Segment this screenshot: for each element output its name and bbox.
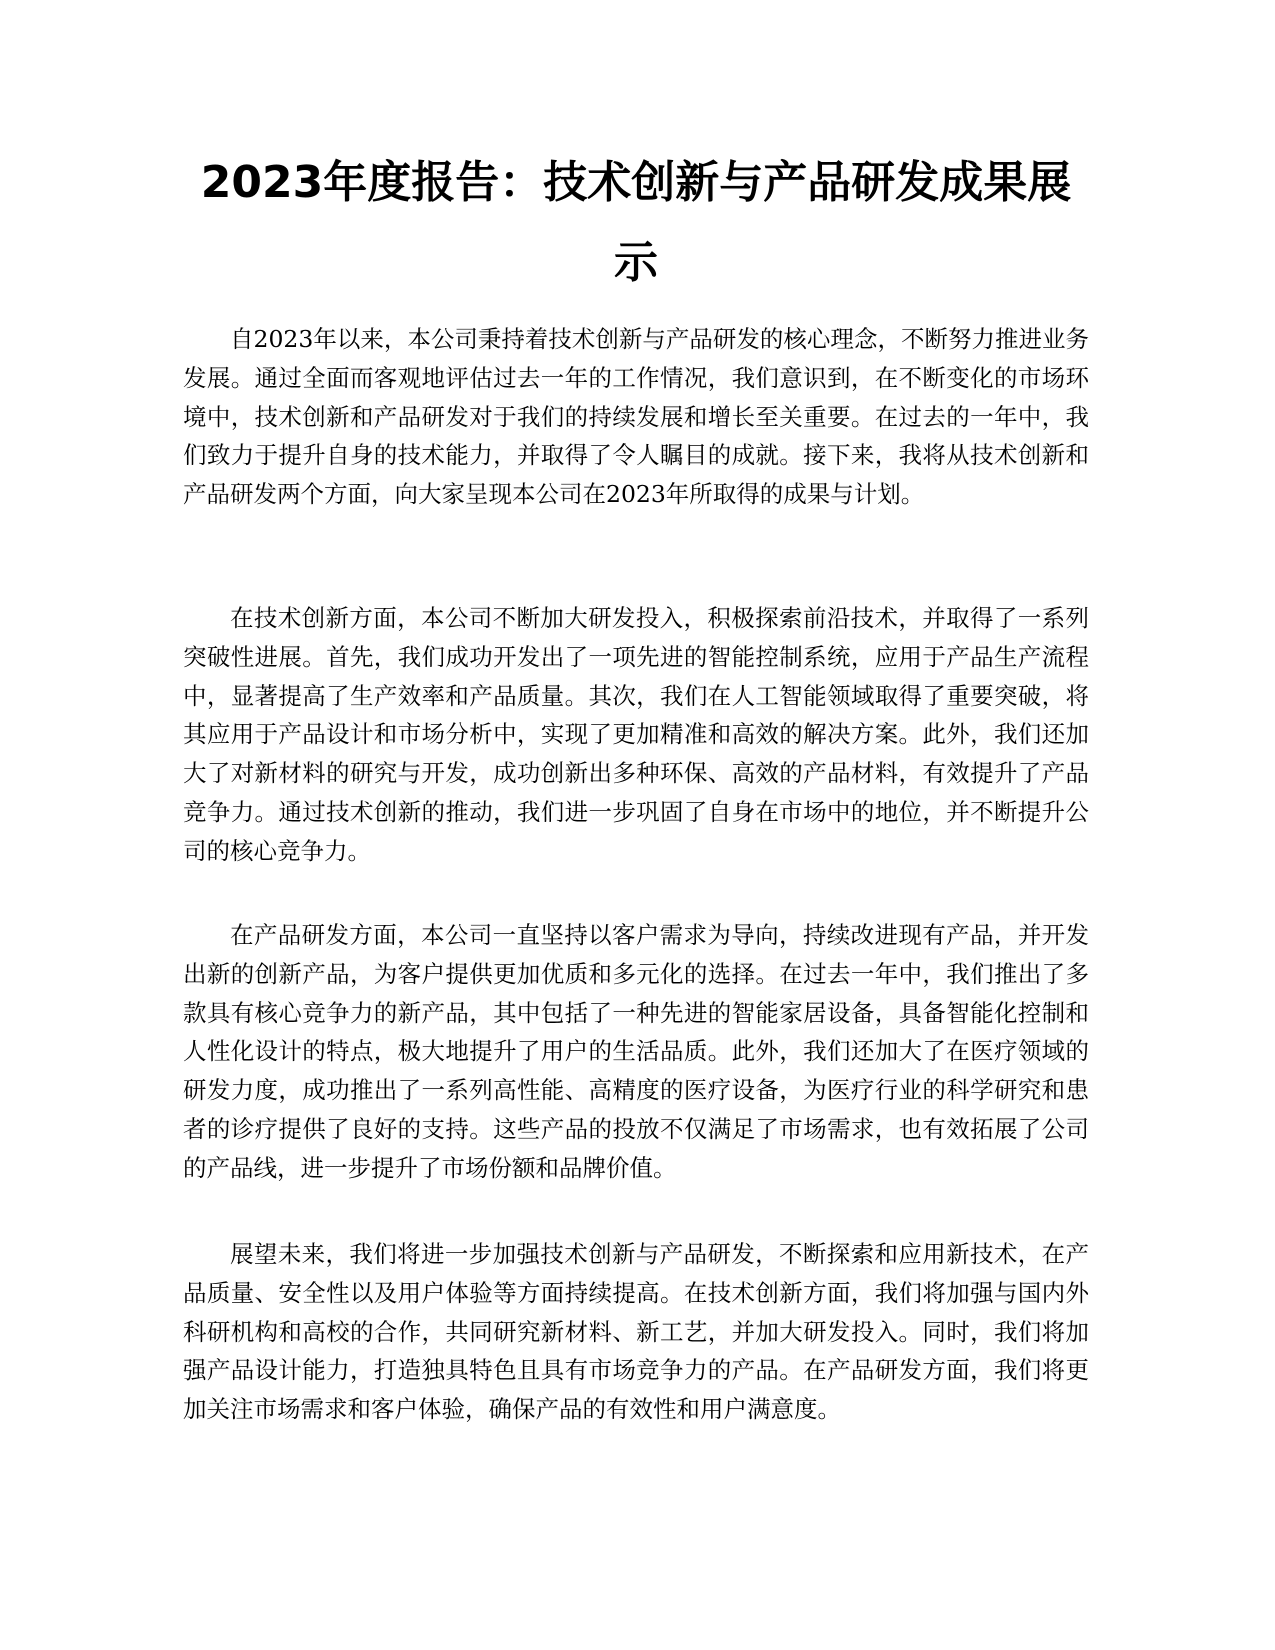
body-paragraph-tech-innovation: 在技术创新方面，本公司不断加大研发投入，积极探索前沿技术，并取得了一系列突破性进展。首先，我们成功开发出了一项先进的智能控制系统，应用于产品生产流程中，显著提高了生产效率和产品质量。其次，我们在人工智能领域取得了重要突破，将其应用于产品设计和市场分析中，实现了更加精准和高效的解决方案。此外，我们还加大了对新材料的研究与开发，成功创新出多种环保、高效的产品材料，有效提升了产品竞争力。通过技术创新的推动，我们进一步巩固了自身在市场中的地位，并不断提升公司的核心竞争力。: [183, 604, 1089, 865]
body-paragraph-product-rd: 在产品研发方面，本公司一直坚持以客户需求为导向，持续改进现有产品，并开发出新的创新产品，为客户提供更加优质和多元化的选择。在过去一年中，我们推出了多款具有核心竞争力的新产品，其中包括了一种先进的智能家居设备，具备智能化控制和人性化设计的特点，极大地提升了用户的生活品质。此外，我们还加大了在医疗领域的研发力度，成功推出了一系列高性能、高精度的医疗设备，为医疗行业的科学研究和患者的诊疗提供了良好的支持。这些产品的投放不仅满足了市场需求，也有效拓展了公司的产品线，进一步提升了市场份额和品牌价值。: [183, 921, 1089, 1182]
body-paragraph-intro: 自2023年以来，本公司秉持着技术创新与产品研发的核心理念，不断努力推进业务发展。通过全面而客观地评估过去一年的工作情况，我们意识到，在不断变化的市场环境中，技术创新和产品研发对于我们的持续发展和增长至关重要。在过去的一年中，我们致力于提升自身的技术能力，并取得了令人瞩目的成就。接下来，我将从技术创新和产品研发两个方面，向大家呈现本公司在2023年所取得的成果与计划。: [183, 325, 1089, 509]
document-title: 2023年度报告：技术创新与产品研发成果展示: [200, 157, 1072, 288]
body-paragraph-outlook: 展望未来，我们将进一步加强技术创新与产品研发，不断探索和应用新技术，在产品质量、安全性以及用户体验等方面持续提高。在技术创新方面，我们将加强与国内外科研机构和高校的合作，共同研究新材料、新工艺，并加大研发投入。同时，我们将加强产品设计能力，打造独具特色且具有市场竞争力的产品。在产品研发方面，我们将更加关注市场需求和客户体验，确保产品的有效性和用户满意度。: [183, 1240, 1089, 1424]
